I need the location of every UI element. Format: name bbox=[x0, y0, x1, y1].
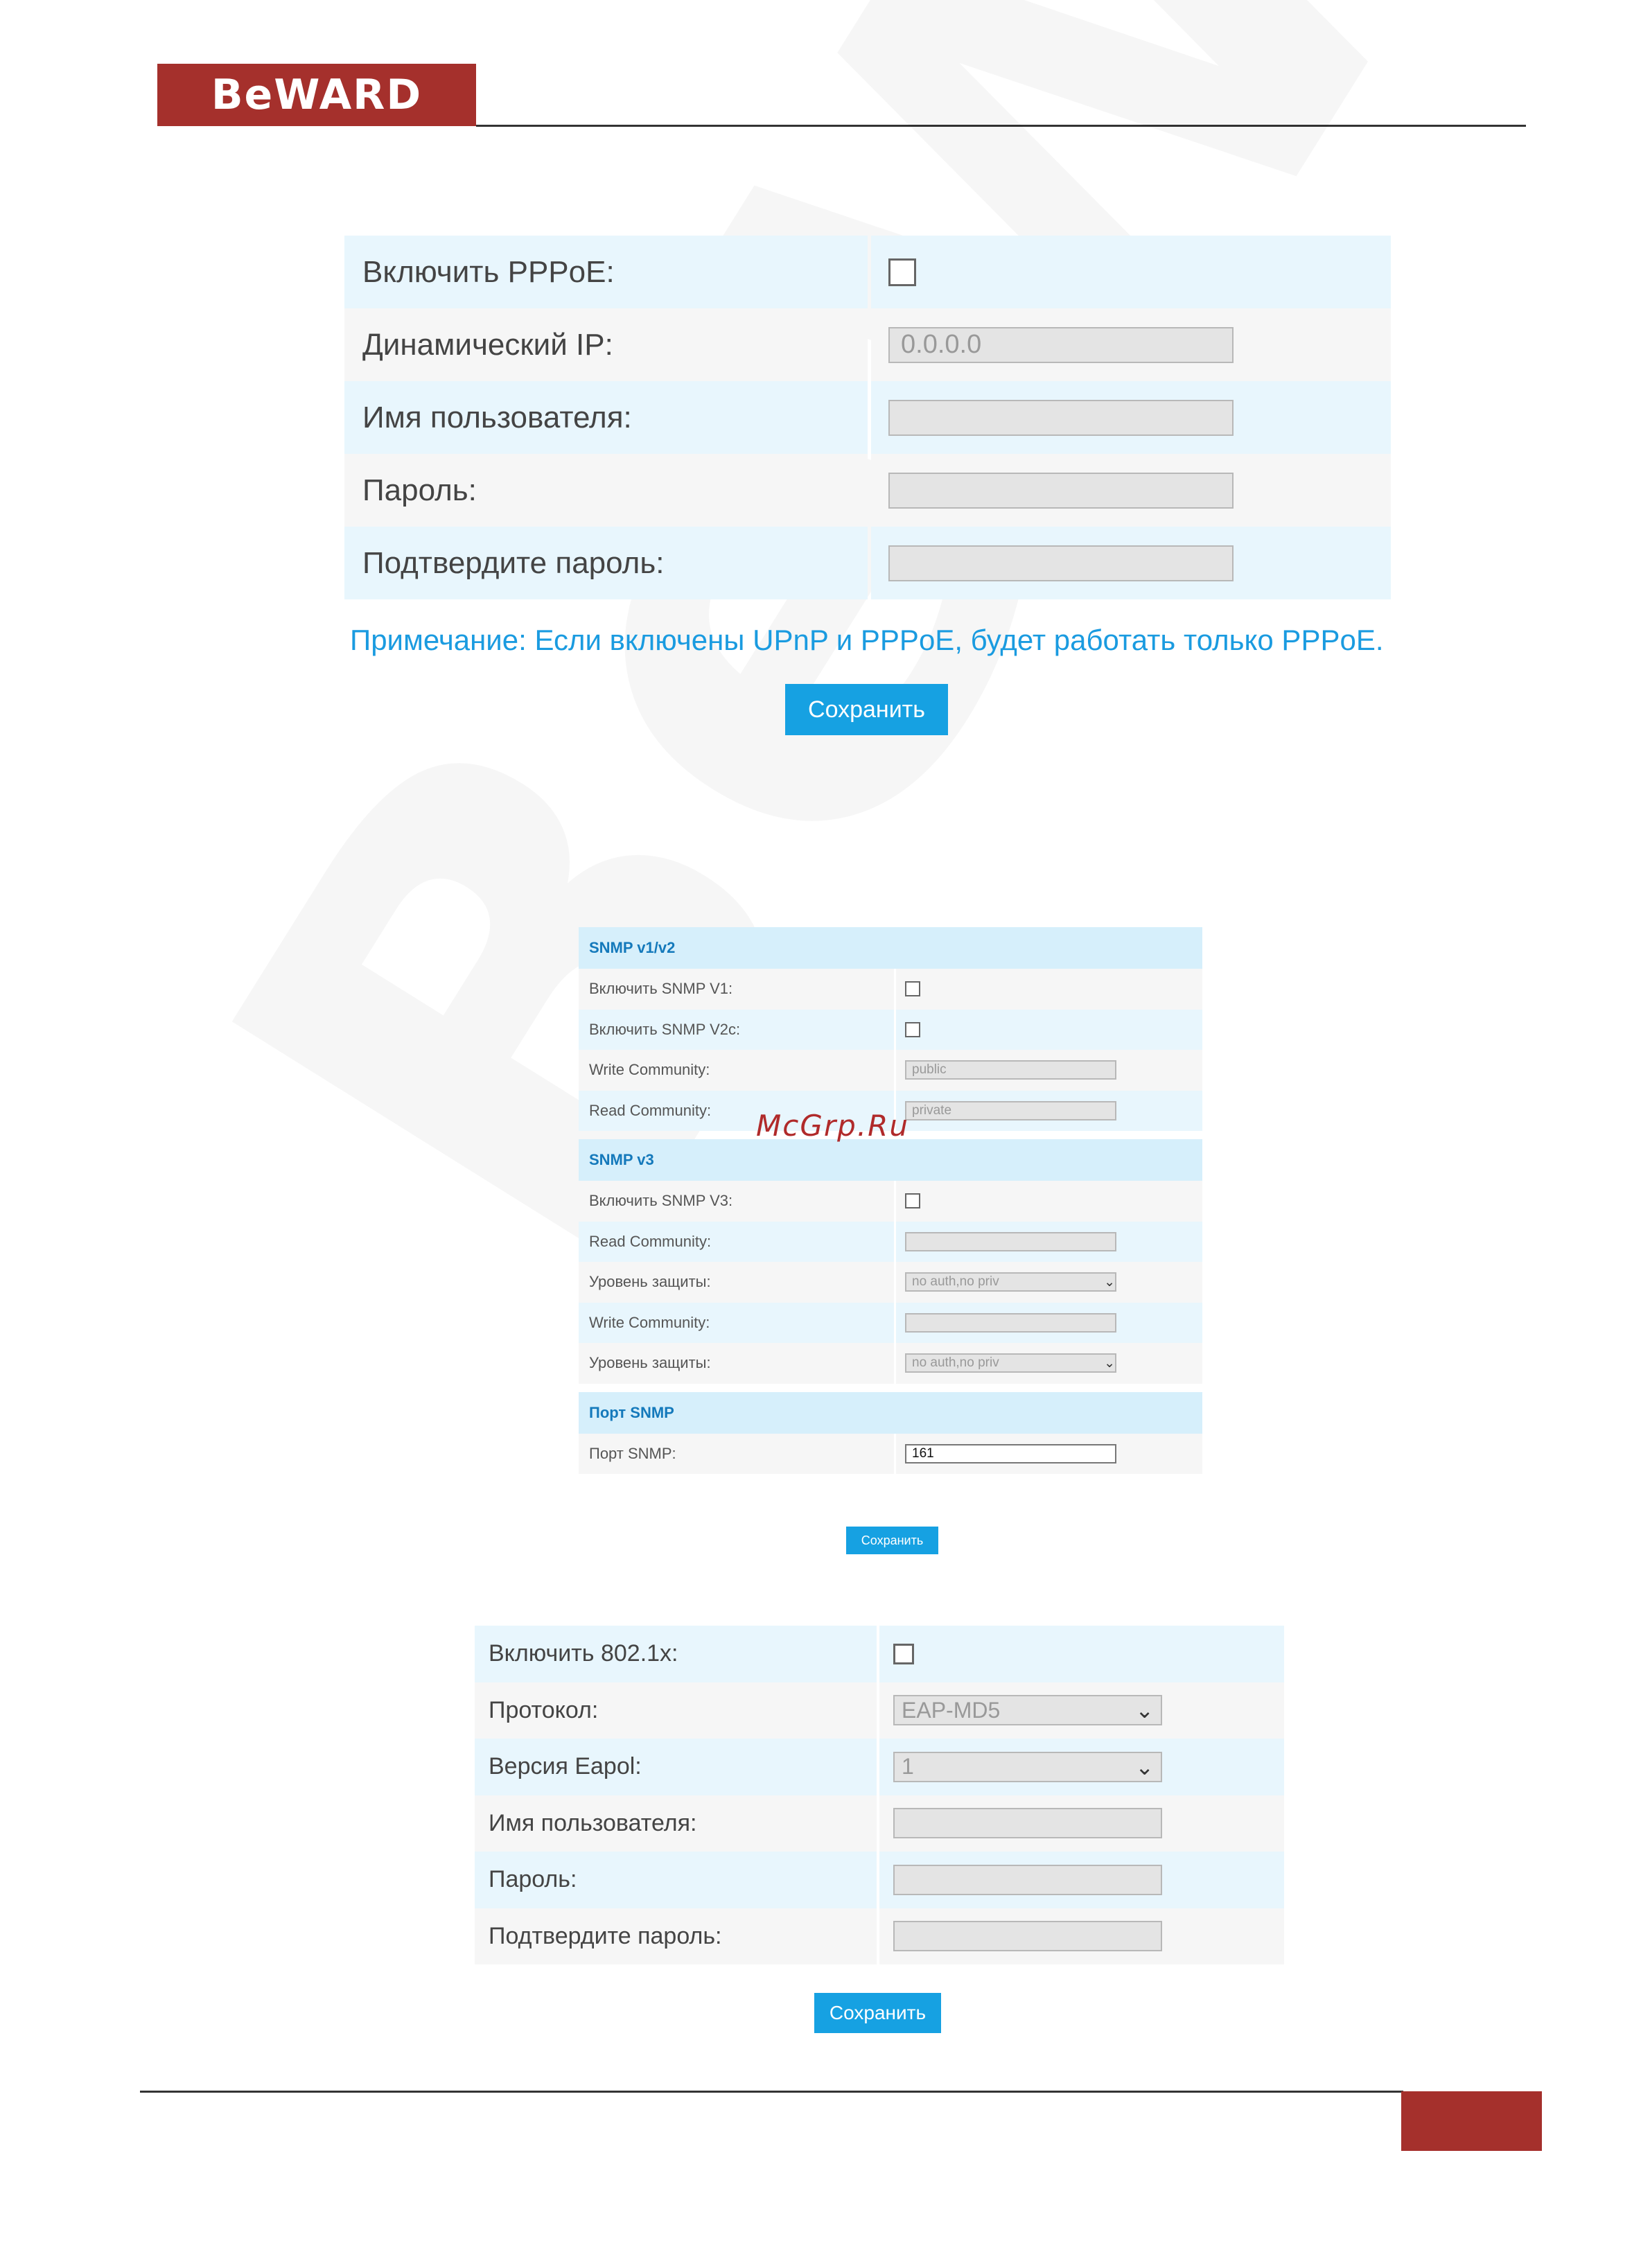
dot1x-confirm-row bbox=[475, 1908, 1284, 1965]
chevron-down-icon: ⌄ bbox=[1104, 1274, 1115, 1290]
snmp-write-community-field[interactable]: public bbox=[905, 1060, 1116, 1080]
snmp-v3-level2-label: Уровень защиты: bbox=[579, 1343, 894, 1384]
dot1x-eapol-label: Версия Eapol: bbox=[475, 1739, 877, 1795]
snmp-v3-write-field[interactable] bbox=[905, 1313, 1116, 1333]
snmp-v3-level1-label: Уровень защиты: bbox=[579, 1262, 894, 1303]
snmp-read-community-field[interactable]: private bbox=[905, 1101, 1116, 1120]
dot1x-password-row bbox=[475, 1852, 1284, 1908]
dot1x-eapol-value: 1 bbox=[902, 1754, 914, 1779]
snmp-v3-enable-row bbox=[579, 1181, 1202, 1222]
pppoe-note: Примечание: Если включены UPnP и PPPoE, будет работать только PPPoE. bbox=[350, 624, 1384, 656]
pppoe-enable-checkbox[interactable] bbox=[888, 258, 916, 286]
snmp-write-community-label: Write Community: bbox=[579, 1050, 894, 1091]
dot1x-password-label: Пароль: bbox=[475, 1852, 877, 1908]
beward-logo: BeWARD bbox=[157, 64, 476, 126]
pppoe-password-row bbox=[344, 454, 1391, 527]
snmp-v2c-checkbox[interactable] bbox=[905, 1022, 920, 1037]
dot1x-confirm-label: Подтвердите пароль: bbox=[475, 1908, 877, 1965]
header-divider bbox=[476, 125, 1526, 127]
dot1x-password-field[interactable] bbox=[893, 1865, 1162, 1895]
snmp-port-section: Порт SNMP bbox=[579, 1392, 1202, 1434]
pppoe-enable-row bbox=[344, 236, 1391, 308]
footer-brand-box bbox=[1401, 2091, 1542, 2151]
dot1x-confirm-field[interactable] bbox=[893, 1921, 1162, 1951]
snmp-v2c-label: Включить SNMP V2c: bbox=[579, 1010, 894, 1051]
pppoe-password-field[interactable] bbox=[888, 473, 1234, 509]
snmp-port-row bbox=[579, 1434, 1202, 1475]
snmp-v3-section: SNMP v3 bbox=[579, 1139, 1202, 1181]
pppoe-enable-label: Включить PPPoE: bbox=[344, 236, 868, 308]
pppoe-confirm-label: Подтвердите пароль: bbox=[344, 527, 868, 599]
snmp-form bbox=[579, 927, 1202, 1474]
mcgrp-watermark: McGrp.Ru bbox=[756, 1109, 909, 1143]
snmp-v2c-row bbox=[579, 1010, 1202, 1051]
snmp-v3-level1-select[interactable] bbox=[905, 1272, 1116, 1292]
snmp-v3-write-row bbox=[579, 1303, 1202, 1344]
pppoe-dynamic-ip-row bbox=[344, 308, 1391, 381]
snmp-v3-enable-label: Включить SNMP V3: bbox=[579, 1181, 894, 1222]
chevron-down-icon: ⌄ bbox=[1135, 1754, 1154, 1779]
snmp-v1-label: Включить SNMP V1: bbox=[579, 969, 894, 1010]
snmp-v3-read-label: Read Community: bbox=[579, 1222, 894, 1263]
snmp-v3-enable-checkbox[interactable] bbox=[905, 1193, 920, 1208]
dot1x-protocol-select[interactable] bbox=[893, 1695, 1162, 1725]
dot1x-enable-checkbox[interactable] bbox=[893, 1644, 914, 1664]
chevron-down-icon: ⌄ bbox=[1104, 1355, 1115, 1371]
dot1x-enable-row bbox=[475, 1626, 1284, 1682]
snmp-v3-level2-value: no auth,no priv bbox=[912, 1355, 999, 1371]
snmp-v3-level2-select[interactable] bbox=[905, 1353, 1116, 1373]
pppoe-confirm-row bbox=[344, 527, 1391, 599]
snmp-v3-write-label: Write Community: bbox=[579, 1303, 894, 1344]
pppoe-confirm-field[interactable] bbox=[888, 545, 1234, 581]
chevron-down-icon: ⌄ bbox=[1135, 1698, 1154, 1723]
pppoe-dynamic-ip-label: Динамический IP: bbox=[344, 308, 868, 381]
pppoe-password-label: Пароль: bbox=[344, 454, 868, 527]
snmp-port-field[interactable]: 161 bbox=[905, 1444, 1116, 1463]
dot1x-eapol-select[interactable] bbox=[893, 1752, 1162, 1782]
dot1x-protocol-label: Протокол: bbox=[475, 1682, 877, 1739]
dot1x-protocol-value: EAP-MD5 bbox=[902, 1697, 1001, 1723]
snmp-save-button[interactable]: Сохранить bbox=[846, 1527, 938, 1554]
snmp-v3-level1-value: no auth,no priv bbox=[912, 1274, 999, 1290]
dot1x-enable-label: Включить 802.1x: bbox=[475, 1626, 877, 1682]
footer-divider bbox=[140, 2091, 1403, 2093]
dot1x-save-button[interactable]: Сохранить bbox=[814, 1993, 941, 2033]
dot1x-protocol-row bbox=[475, 1682, 1284, 1739]
snmp-v1v2-section: SNMP v1/v2 bbox=[579, 927, 1202, 969]
dot1x-username-field[interactable] bbox=[893, 1808, 1162, 1838]
pppoe-username-field[interactable] bbox=[888, 400, 1234, 436]
pppoe-username-label: Имя пользователя: bbox=[344, 381, 868, 454]
snmp-v1-row bbox=[579, 969, 1202, 1010]
dot1x-username-row bbox=[475, 1795, 1284, 1852]
pppoe-username-row bbox=[344, 381, 1391, 454]
snmp-port-label: Порт SNMP: bbox=[579, 1434, 894, 1475]
snmp-v1-checkbox[interactable] bbox=[905, 981, 920, 996]
snmp-v3-level1-row bbox=[579, 1262, 1202, 1303]
pppoe-dynamic-ip-field[interactable]: 0.0.0.0 bbox=[888, 327, 1234, 363]
pppoe-save-button[interactable]: Сохранить bbox=[785, 684, 948, 735]
snmp-v3-read-row bbox=[579, 1222, 1202, 1263]
dot1x-eapol-row bbox=[475, 1739, 1284, 1795]
snmp-write-community-row bbox=[579, 1050, 1202, 1091]
snmp-v3-read-field[interactable] bbox=[905, 1232, 1116, 1251]
snmp-read-community-label: Read Community: bbox=[579, 1091, 894, 1132]
pppoe-form bbox=[344, 236, 1391, 599]
snmp-v3-level2-row bbox=[579, 1343, 1202, 1384]
dot1x-form bbox=[475, 1626, 1284, 1964]
dot1x-username-label: Имя пользователя: bbox=[475, 1795, 877, 1852]
